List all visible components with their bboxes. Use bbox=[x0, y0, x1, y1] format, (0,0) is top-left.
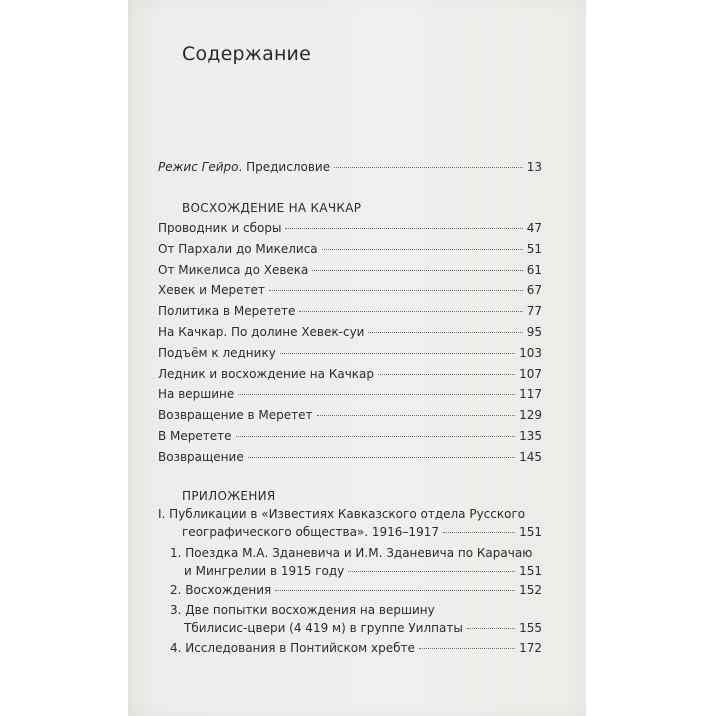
page-number: 51 bbox=[526, 242, 542, 256]
page-number: 135 bbox=[519, 429, 542, 443]
toc-entry[interactable] bbox=[158, 450, 542, 465]
dot-leader bbox=[348, 571, 515, 572]
toc-entry-ascents[interactable] bbox=[170, 583, 542, 598]
dot-leader bbox=[269, 290, 523, 291]
dot-leader bbox=[334, 167, 523, 168]
toc-entry-title: Подъём к леднику bbox=[158, 346, 276, 360]
page-number: 129 bbox=[519, 408, 542, 422]
toc-entry-trip[interactable] bbox=[184, 564, 542, 579]
toc-entry-title: Ледник и восхождение на Качкар bbox=[158, 367, 375, 381]
toc-entry[interactable] bbox=[158, 263, 542, 278]
toc-entry-title: географического общества». 1916–1917 bbox=[182, 525, 439, 539]
dot-leader bbox=[312, 270, 522, 271]
page-number: 155 bbox=[519, 621, 542, 635]
dot-leader bbox=[248, 457, 515, 458]
toc-entry-title: На Качкар. По долине Хевек-суи bbox=[158, 325, 365, 339]
toc-entry-title: 4. Исследования в Понтийском хребте bbox=[170, 641, 415, 655]
toc-entry-title: В Меретете bbox=[158, 429, 232, 443]
toc-entry-title: Тбилисис-цвери (4 419 м) в группе Уилпаты bbox=[184, 621, 463, 635]
toc-entry-title: 2. Восхождения bbox=[170, 583, 272, 597]
toc-entry-title: На вершине bbox=[158, 387, 235, 401]
dot-leader bbox=[317, 415, 516, 416]
page-number: 151 bbox=[519, 525, 542, 539]
toc-entry[interactable] bbox=[158, 346, 542, 361]
page-number: 95 bbox=[526, 325, 542, 339]
dot-leader bbox=[322, 249, 523, 250]
page-number: 107 bbox=[519, 367, 542, 381]
section-title-ascent: ВОСХОЖДЕНИЕ НА КАЧКАР bbox=[182, 201, 362, 215]
toc-entry-title: Хевек и Меретет bbox=[158, 283, 265, 297]
toc-entry-publications[interactable] bbox=[182, 525, 542, 540]
dot-leader bbox=[378, 374, 515, 375]
toc-entry-pontic[interactable] bbox=[170, 641, 542, 656]
dot-leader bbox=[280, 353, 515, 354]
page-number: 103 bbox=[519, 346, 542, 360]
dot-leader bbox=[238, 394, 515, 395]
page-number: 13 bbox=[526, 160, 542, 174]
dot-leader bbox=[275, 590, 515, 591]
preface-title: . Предисловие bbox=[238, 160, 331, 174]
dot-leader bbox=[467, 628, 515, 629]
toc-entry-title: Политика в Меретете bbox=[158, 304, 296, 318]
page-number: 77 bbox=[526, 304, 542, 318]
toc-entry[interactable] bbox=[158, 408, 542, 423]
preface-author: Режис Гейро bbox=[158, 160, 239, 174]
page-number: 47 bbox=[526, 221, 542, 235]
toc-entry[interactable] bbox=[158, 367, 542, 382]
toc-entry[interactable] bbox=[158, 283, 542, 298]
dot-leader bbox=[285, 228, 522, 229]
toc-entry-preface[interactable] bbox=[158, 160, 542, 175]
toc-entry[interactable] bbox=[158, 325, 542, 340]
page-number: 61 bbox=[526, 263, 542, 277]
toc-entry[interactable] bbox=[158, 304, 542, 319]
toc-entry[interactable] bbox=[158, 429, 542, 444]
toc-entry-title: Возвращение bbox=[158, 450, 244, 464]
page-number: 172 bbox=[519, 641, 542, 655]
toc-entry-trip-line1[interactable]: 1. Поездка М.А. Зданевича и И.М. Зданевича по Карачаю bbox=[170, 546, 533, 560]
toc-entry[interactable] bbox=[158, 221, 542, 236]
toc-entry-title: От Пархали до Микелиса bbox=[158, 242, 318, 256]
page-number: 67 bbox=[526, 283, 542, 297]
toc-entry-title: От Микелиса до Хевека bbox=[158, 263, 309, 277]
toc-entry[interactable] bbox=[158, 387, 542, 402]
toc-entry-title: и Мингрелии в 1915 году bbox=[184, 564, 345, 578]
dot-leader bbox=[299, 311, 522, 312]
toc-entry-title: Проводник и сборы bbox=[158, 221, 282, 235]
section-title-appendix: ПРИЛОЖЕНИЯ bbox=[182, 489, 276, 503]
toc-entry-attempts[interactable] bbox=[184, 621, 542, 636]
page-title: Содержание bbox=[182, 43, 311, 65]
toc-entry-attempts-line1[interactable]: 3. Две попытки восхождения на вершину bbox=[170, 603, 435, 617]
toc-entry[interactable] bbox=[158, 242, 542, 257]
page-number: 145 bbox=[519, 450, 542, 464]
toc-entry-title: Возвращение в Меретет bbox=[158, 408, 313, 422]
page-number: 152 bbox=[519, 583, 542, 597]
dot-leader bbox=[443, 532, 515, 533]
dot-leader bbox=[419, 648, 515, 649]
page-number: 117 bbox=[519, 387, 542, 401]
dot-leader bbox=[368, 332, 522, 333]
page-number: 151 bbox=[519, 564, 542, 578]
toc-entry-publications-line1[interactable]: I. Публикации в «Известиях Кавказского отдела Русского bbox=[158, 507, 526, 521]
dot-leader bbox=[236, 436, 516, 437]
